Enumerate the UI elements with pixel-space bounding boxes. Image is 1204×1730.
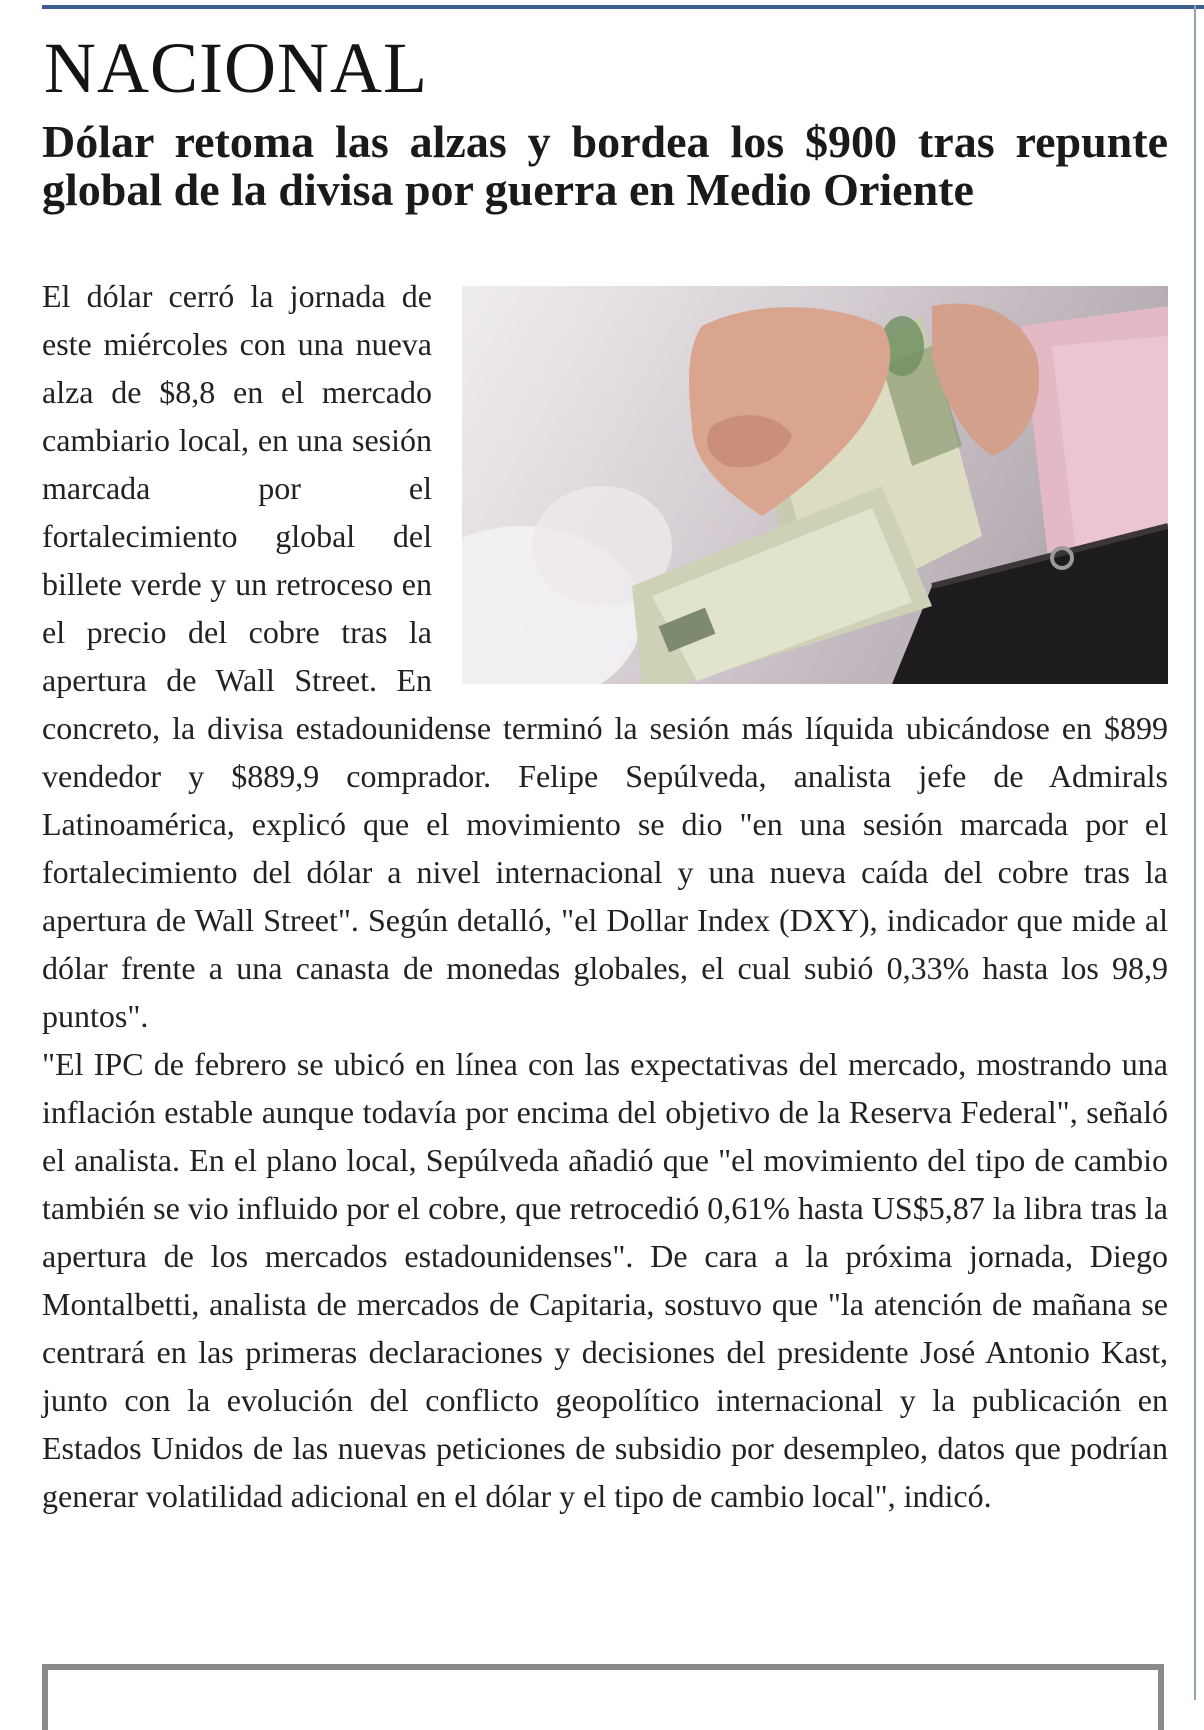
right-column-rule	[1194, 5, 1196, 1700]
top-rule	[42, 5, 1204, 9]
article-body	[42, 272, 1168, 1520]
photo-icon	[462, 286, 1168, 684]
article-photo	[462, 286, 1168, 684]
article-paragraph-2: "El IPC de febrero se ubicó en línea con las expectativas del mercado, mostrando una inflación estable aunque todavía por encima del objetivo de la Reserva Federal", señaló el analista. En el plano local, Sepúlveda añadió que "el movimiento del tipo de cambio también se vio influido por el cobre, que retrocedió 0,61% hasta US$5,87 la libra tras la apertura de los mercados estadounidenses". De cara a la próxima jornada, Diego Montalbetti, analista de mercados de Capitaria, sostuvo que "la atención de mañana se centrará en las primeras declaraciones y decisiones del presidente José Antonio Kast, junto con la evolución del conflicto geopolítico internacional y la publicación en Estados Unidos de las nuevas peticiones de subsidio por desempleo, datos que podrían generar volatilidad adicional en el dólar y el tipo de cambio local", indicó.	[42, 1046, 1168, 1514]
next-article-frame	[42, 1664, 1164, 1730]
section-label: NACIONAL	[44, 28, 428, 108]
headline: Dólar retoma las alzas y bordea los $900 tras repunte global de la divisa por guerra en Medio Oriente	[42, 116, 1168, 215]
article-paragraph-1: El dólar cerró la jornada de este miércoles con una nueva alza de $8,8 en el mercado cambiario local, en una sesión marcada por el fortalecimiento global del billete verde y un retroceso en el precio del cobre tras la apertura de Wall Street. En concreto, la divisa estadounidense terminó la sesión más líquida ubicándose en $899 vendedor y $889,9 comprador. Felipe Sepúlveda, analista jefe de Admirals Latinoamérica, explicó que el movimiento se dio "en una sesión marcada por el fortalecimiento del dólar a nivel internacional y una nueva caída del cobre tras la apertura de Wall Street". Según detalló, "el Dollar Index (DXY), indicador que mide al dólar frente a una canasta de monedas globales, el cual subió 0,33% hasta los 98,9 puntos".	[42, 278, 1168, 1034]
